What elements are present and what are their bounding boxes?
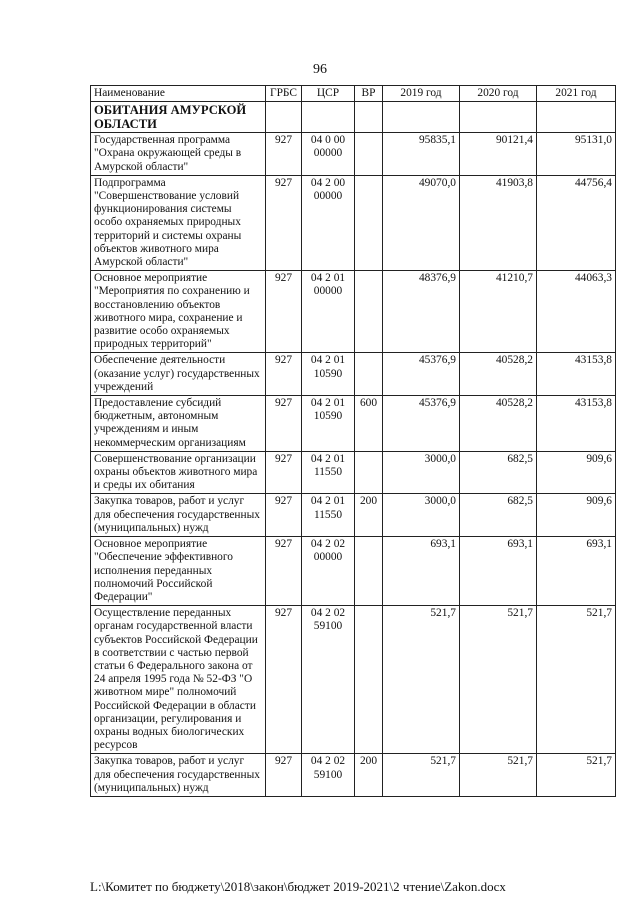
row-vr [355, 353, 383, 396]
row-grbs: 927 [266, 396, 302, 452]
table-row [91, 396, 616, 452]
row-2020: 41903,8 [460, 175, 537, 270]
row-2020: 521,7 [460, 606, 537, 754]
row-csr: 04 2 02 59100 [302, 606, 355, 754]
row-name: Совершенствование организации охраны объектов животного мира и среды их обитания [91, 451, 266, 494]
row-2021: 44756,4 [537, 175, 616, 270]
row-csr: 04 2 01 00000 [302, 271, 355, 353]
table-row [91, 271, 616, 353]
row-2021: 909,6 [537, 494, 616, 537]
row-name: Закупка товаров, работ и услуг для обеспечения государственных (муниципальных) нужд [91, 754, 266, 797]
row-2021: 693,1 [537, 537, 616, 606]
row-2020: 40528,2 [460, 396, 537, 452]
table-row [91, 754, 616, 797]
row-2020: 41210,7 [460, 271, 537, 353]
row-vr [355, 537, 383, 606]
row-name: Осуществление переданных органам государственной власти субъектов Российской Федерации в соответствии с частью первой статьи 6 Федерального закона от 24 апреля 1995 года № 52-ФЗ "О животном мире" полномочий Российской Федерации в области организации, регулирования и охраны водных биологических ресурсов [91, 606, 266, 754]
row-2019: 521,7 [383, 606, 460, 754]
header-name: Наименование [91, 86, 266, 102]
row-name: Основное мероприятие "Мероприятия по сохранению и восстановлению объектов животного мира, сохранение и развитие особо охраняемых природных территорий" [91, 271, 266, 353]
row-grbs: 927 [266, 606, 302, 754]
row-csr: 04 2 02 00000 [302, 537, 355, 606]
row-2021: 521,7 [537, 606, 616, 754]
table-row [91, 175, 616, 270]
header-2021: 2021 год [537, 86, 616, 102]
table-row [91, 451, 616, 494]
row-name: Основное мероприятие "Обеспечение эффективного исполнения переданных полномочий Российской Федерации" [91, 537, 266, 606]
row-2021: 44063,3 [537, 271, 616, 353]
table-row [91, 494, 616, 537]
header-2020: 2020 год [460, 86, 537, 102]
row-2021: 43153,8 [537, 353, 616, 396]
row-csr: 04 2 01 10590 [302, 396, 355, 452]
row-csr [302, 102, 355, 133]
row-2019: 48376,9 [383, 271, 460, 353]
row-grbs: 927 [266, 271, 302, 353]
table-row [91, 353, 616, 396]
row-vr: 600 [355, 396, 383, 452]
row-2020: 682,5 [460, 494, 537, 537]
table-row [91, 537, 616, 606]
row-grbs: 927 [266, 175, 302, 270]
row-vr [355, 451, 383, 494]
row-grbs: 927 [266, 537, 302, 606]
row-vr [355, 606, 383, 754]
row-2019: 693,1 [383, 537, 460, 606]
row-csr: 04 2 00 00000 [302, 175, 355, 270]
row-vr [355, 133, 383, 176]
row-vr [355, 102, 383, 133]
row-2019: 45376,9 [383, 353, 460, 396]
row-2021: 521,7 [537, 754, 616, 797]
row-csr: 04 2 02 59100 [302, 754, 355, 797]
footer-file-path: L:\Комитет по бюджету\2018\закон\бюджет 2019-2021\2 чтение\Zakon.docx [90, 879, 506, 894]
row-2021: 909,6 [537, 451, 616, 494]
row-name: Государственная программа "Охрана окружающей среды в Амурской области" [91, 133, 266, 176]
table-row [91, 606, 616, 754]
row-2019: 3000,0 [383, 451, 460, 494]
row-2021: 95131,0 [537, 133, 616, 176]
row-grbs [266, 102, 302, 133]
row-csr: 04 2 01 11550 [302, 494, 355, 537]
row-2019: 45376,9 [383, 396, 460, 452]
row-2019: 3000,0 [383, 494, 460, 537]
row-name: Закупка товаров, работ и услуг для обеспечения государственных (муниципальных) нужд [91, 494, 266, 537]
row-2020: 693,1 [460, 537, 537, 606]
header-vr: ВР [355, 86, 383, 102]
row-grbs: 927 [266, 494, 302, 537]
table-header-row [91, 86, 616, 102]
row-name: Обеспечение деятельности (оказание услуг) государственных учреждений [91, 353, 266, 396]
header-2019: 2019 год [383, 86, 460, 102]
row-2020 [460, 102, 537, 133]
row-2019: 49070,0 [383, 175, 460, 270]
row-csr: 04 2 01 11550 [302, 451, 355, 494]
row-2019: 521,7 [383, 754, 460, 797]
row-vr [355, 271, 383, 353]
page-number: 96 [313, 62, 327, 77]
row-grbs: 927 [266, 133, 302, 176]
row-2019 [383, 102, 460, 133]
row-name: Предоставление субсидий бюджетным, автономным учреждениям и иным некоммерческим организациям [91, 396, 266, 452]
header-csr: ЦСР [302, 86, 355, 102]
header-grbs: ГРБС [266, 86, 302, 102]
row-grbs: 927 [266, 353, 302, 396]
table-row [91, 133, 616, 176]
row-2020: 521,7 [460, 754, 537, 797]
row-grbs: 927 [266, 754, 302, 797]
row-name: ОБИТАНИЯ АМУРСКОЙ ОБЛАСТИ [91, 102, 266, 133]
row-2019: 95835,1 [383, 133, 460, 176]
row-2020: 40528,2 [460, 353, 537, 396]
row-name: Подпрограмма "Совершенствование условий функционирования системы особо охраняемых природных территорий и системы охраны объектов животного мира Амурской области" [91, 175, 266, 270]
row-2021: 43153,8 [537, 396, 616, 452]
budget-table [90, 85, 616, 797]
table-row [91, 102, 616, 133]
row-csr: 04 2 01 10590 [302, 353, 355, 396]
row-vr: 200 [355, 754, 383, 797]
row-vr: 200 [355, 494, 383, 537]
row-csr: 04 0 00 00000 [302, 133, 355, 176]
row-grbs: 927 [266, 451, 302, 494]
row-vr [355, 175, 383, 270]
row-2020: 90121,4 [460, 133, 537, 176]
row-2021 [537, 102, 616, 133]
row-2020: 682,5 [460, 451, 537, 494]
